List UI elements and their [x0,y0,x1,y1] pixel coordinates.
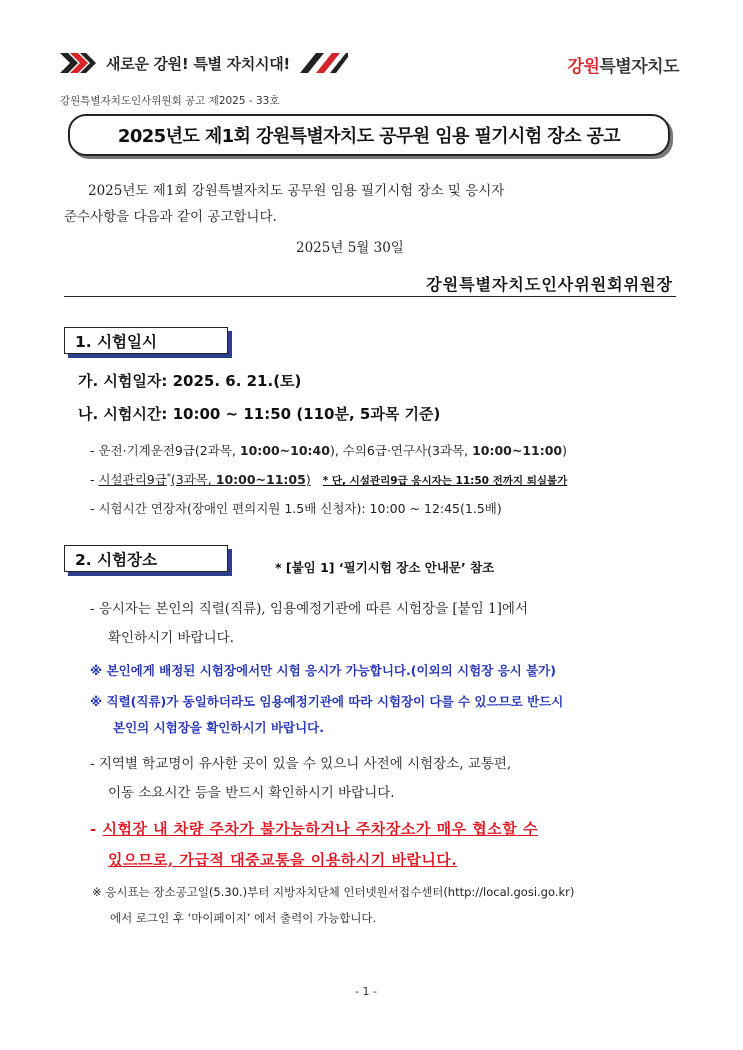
time-item-2-a: - [90,472,99,487]
signer-name: 강원특별자치도인사위원회위원장 [426,275,673,294]
time-item-1-d: 10:00~11:00 [472,443,563,458]
section-1-heading [64,327,228,354]
admission-ticket-note-line-1: ※ 응시표는 장소공고일(5.30.)부터 지방자치단체 인터넷원서접수센터(http://local.gosi.go.kr) [92,885,575,899]
brand-logo-rest: 특별자치도 [599,57,679,77]
page-title [68,114,670,156]
parking-warning-line-1 [90,818,538,839]
time-item-1-a: - 운전·기계운전9급(2과목, [90,443,240,458]
time-item-2-c: * [166,471,171,481]
notice-number: 강원특별자치도인사위원회 공고 제2025 - 33호 [60,95,280,107]
time-item-1-b: 10:00~10:40 [239,443,330,458]
time-item-3: - 시험시간 연장자(장애인 편의지원 1.5배 신청자): 10:00 ~ 12:45(1.5배) [90,501,502,516]
exam-time: 나. 시험시간: 10:00 ~ 11:50 (110분, 5과목 기준) [78,405,441,423]
time-item-2-d: (3과목, [170,472,216,487]
slogan-left-chevron-icon [60,51,96,75]
parking-warning-line-2: 있으므로, 가급적 대중교통을 이용하시기 바랍니다. [108,851,458,869]
time-item-1-e: ) [562,443,568,458]
parking-warning-dash: - [90,820,103,838]
time-item-1 [90,441,567,459]
time-item-2 [90,470,567,488]
time-item-2-note: * 단, 시설관리9급 응시자는 11:50 전까지 퇴실불가 [322,475,568,487]
admission-ticket-note-line-2: 에서 로그인 후 ‘마이페이지’ 에서 출력이 가능합니다. [110,911,377,925]
page-title-text: 2025년도 제1회 강원특별자치도 공무원 임용 필기시험 장소 공고 [117,126,621,147]
time-item-2-e: 10:00~11:05 [215,472,306,487]
time-item-1-c: ), 수의6급·연구사(3과목, [329,443,473,458]
warning-2-line-1: ※ 직렬(직류)가 동일하더라도 임용예정기관에 따라 시험장이 다를 수 있으므로 반드시 [90,694,564,709]
paragraph-2-line-1: - 지역별 학교명이 유사한 곳이 있을 수 있으니 사전에 시험장소, 교통편, [90,756,512,772]
reference-note: * [붙임 1] ‘필기시험 장소 안내문’ 참조 [275,560,495,575]
brand-logo [568,52,679,77]
page-number: - 1 - [355,985,377,998]
paragraph-1-line-2: 확인하시기 바랍니다. [108,630,234,646]
section-1-heading-text: 1. 시험일시 [75,332,157,351]
time-item-2-f: ) [305,472,311,487]
section-2-heading-text: 2. 시험장소 [75,550,157,569]
exam-date: 가. 시험일자: 2025. 6. 21.(토) [78,372,302,390]
notice-date: 2025년 5월 30일 [296,240,404,256]
slogan-text: 새로운 강원! 특별 자치시대! [106,54,290,73]
divider [64,296,676,297]
parking-warning-text-1: 시험장 내 차량 주차가 불가능하거나 주차장소가 매우 협소할 수 [102,820,538,838]
slogan-right-slash-icon [300,51,348,75]
time-item-2-b: 시설관리9급 [98,472,167,487]
warning-2-line-2: 본인의 시험장을 확인하시기 바랍니다. [113,720,325,735]
brand-logo-prefix: 강원 [567,57,600,77]
warning-1: ※ 본인에게 배정된 시험장에서만 시험 응시가 가능합니다.(이외의 시험장 응시 불가) [90,663,556,678]
slogan-banner [60,50,348,76]
intro-line-2: 준수사항을 다음과 같이 공고합니다. [64,209,277,225]
section-2-heading [64,545,228,572]
paragraph-1-line-1: - 응시자는 본인의 직렬(직류), 임용예정기관에 따른 시험장을 [붙임 1]에서 [90,601,528,617]
paragraph-2-line-2: 이동 소요시간 등을 반드시 확인하시기 바랍니다. [108,785,395,801]
intro-line-1: 2025년도 제1회 강원특별자치도 공무원 임용 필기시험 장소 및 응시자 [88,183,505,199]
